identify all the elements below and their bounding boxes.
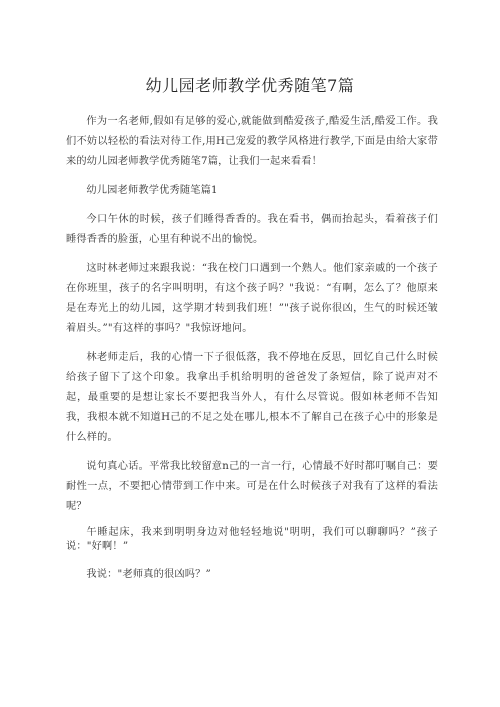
paragraph-6: 我说："老师真的很凶吗？” (86, 569, 211, 580)
paragraph-5: 午睡起床，我来到明明身边对他轻轻地说"明明，我们可以聊聊吗？”孩子说："好啊！” (66, 527, 438, 552)
paragraph-intro: 作为一名老师,假如有足够的爱心,就能做到酷爱孩子,酷爱生活,酷爱工作。我们不妨以轻松的看法对待工作,用H己宠爱的教学风格进行教学,下面是由给大家带来的幼儿园老师教学优秀随笔7篇，让我们一起来看看！ (66, 116, 438, 167)
document-body (66, 112, 438, 594)
document-title: 幼儿园老师教学优秀随笔7篇 (145, 76, 355, 95)
paragraph-4: 说句真心话。平常我比较留意n己的一言一行，心情最不好时都叮嘱自己：要耐性一点，不要把心情带到工作中来。可是在什么时候孩子对我有了这样的看法呢？ (66, 461, 438, 512)
section-heading: 幼儿园老师教学优秀随笔篇1 (86, 185, 218, 196)
paragraph-2: 这时林老师过来跟我说：“我在校门口遇到一个熟人。他们家亲戚的一个孩子在你班里，孩子的名字叫明明，有这个孩子吗？"我说：“有啊，怎么了？他原来是在寿光上的幼儿园，这学期才转到我们班！”"孩子说你很凶，生气的时候还皱着眉头。”"有这样的事吗？"我惊讶地问。 (66, 263, 438, 334)
paragraph-3: 林老师走后，我的心情一下子很低落，我不停地在反思，回忆自己什么时候给孩子留下了这个印象。我拿出手机给明明的爸爸发了条短信，除了说声对不起，最重要的是想让家长不要把我当外人，有什么尽管说。假如林老师不告知我，我根本就不知道H己的不足之处在哪儿,根本不了解自己在孩子心中的形象是什么样的。 (66, 352, 438, 443)
paragraph-1: 今口午休的时候，孩子们睡得香香的。我在看书，偶而抬起头，看着孩子们睡得香香的脸蛋，心里有种说不出的愉悦。 (66, 214, 438, 245)
